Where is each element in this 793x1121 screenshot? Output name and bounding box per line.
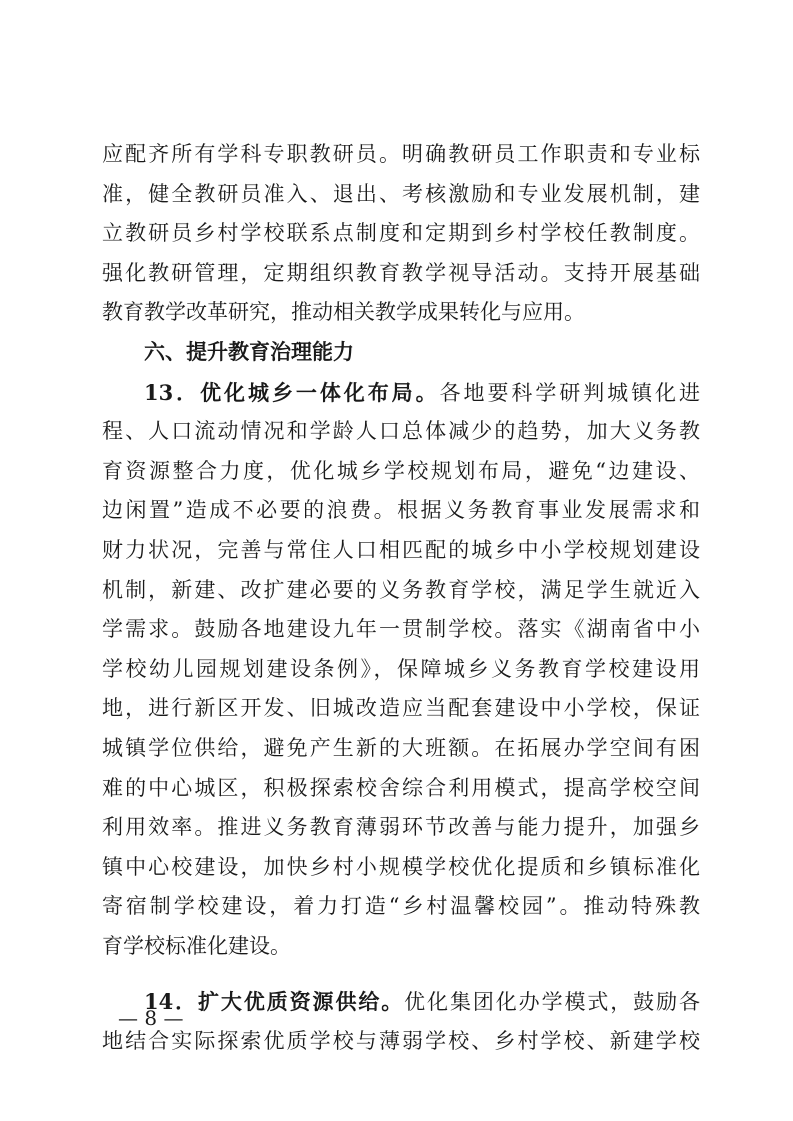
text-line: 准，健全教研员准入、退出、考核激励和专业发展机制，建	[102, 181, 700, 206]
page-number: — 8 —	[118, 1006, 184, 1030]
text-line: 育资源整合力度，优化城乡学校规划布局，避免“边建设、	[102, 458, 700, 483]
text-line: 学校幼儿园规划建设条例》，保障城乡义务教育学校建设用	[102, 656, 700, 681]
text-line: 地，进行新区开发、旧城改造应当配套建设中小学校，保证	[102, 696, 700, 721]
text-line: 镇中心校建设，加快乡村小规模学校优化提质和乡镇标准化	[102, 854, 700, 879]
text-line: 机制，新建、改扩建必要的义务教育学校，满足学生就近入	[102, 577, 700, 602]
text-line: 程、人口流动情况和学龄人口总体减少的趋势，加大义务教	[102, 419, 700, 444]
text-line: 寄宿制学校建设，着力打造“乡村温馨校园”。推动特殊教	[102, 894, 700, 919]
item-13-heading: 13．优化城乡一体化布局。	[144, 379, 440, 405]
text-line: 立教研员乡村学校联系点制度和定期到乡村学校任教制度。	[102, 221, 700, 246]
text-line: 强化教研管理，定期组织教育教学视导活动。支持开展基础	[102, 260, 700, 285]
text-line: 难的中心城区，积极探索校舍综合利用模式，提高学校空间	[102, 775, 700, 800]
text-line: 地结合实际探索优质学校与薄弱学校、乡村学校、新建学校	[102, 1029, 700, 1054]
paragraph-gap	[102, 966, 700, 982]
item-14-first-line-text: 优化集团化办学模式，鼓励各	[404, 990, 700, 1015]
item-14-first-line	[102, 982, 700, 1022]
text-line: 利用效率。推进义务教育薄弱环节改善与能力提升，加强乡	[102, 815, 700, 840]
section-heading: 六、提升教育治理能力	[144, 339, 354, 364]
text-line: 财力状况，完善与常住人口相匹配的城乡中小学校规划建设	[102, 537, 700, 562]
item-13-first-line-text: 各地要科学研判城镇化进	[439, 380, 701, 405]
item-13-first-line	[102, 373, 700, 413]
text-line: 应配齐所有学科专职教研员。明确教研员工作职责和专业标	[102, 142, 700, 166]
text-line: 育学校标准化建设。	[102, 933, 291, 958]
text-line: 边闲置”造成不必要的浪费。根据义务教育事业发展需求和	[102, 498, 700, 523]
text-line: 教育教学改革研究，推动相关教学成果转化与应用。	[102, 300, 585, 325]
text-line: 学需求。鼓励各地建设九年一贯制学校。落实《湖南省中小	[102, 617, 700, 642]
text-line: 城镇学位供给，避免产生新的大班额。在拓展办学空间有困	[102, 735, 700, 760]
item-14-heading: 14．扩大优质资源供给。	[144, 989, 405, 1015]
body-text	[102, 135, 700, 1062]
